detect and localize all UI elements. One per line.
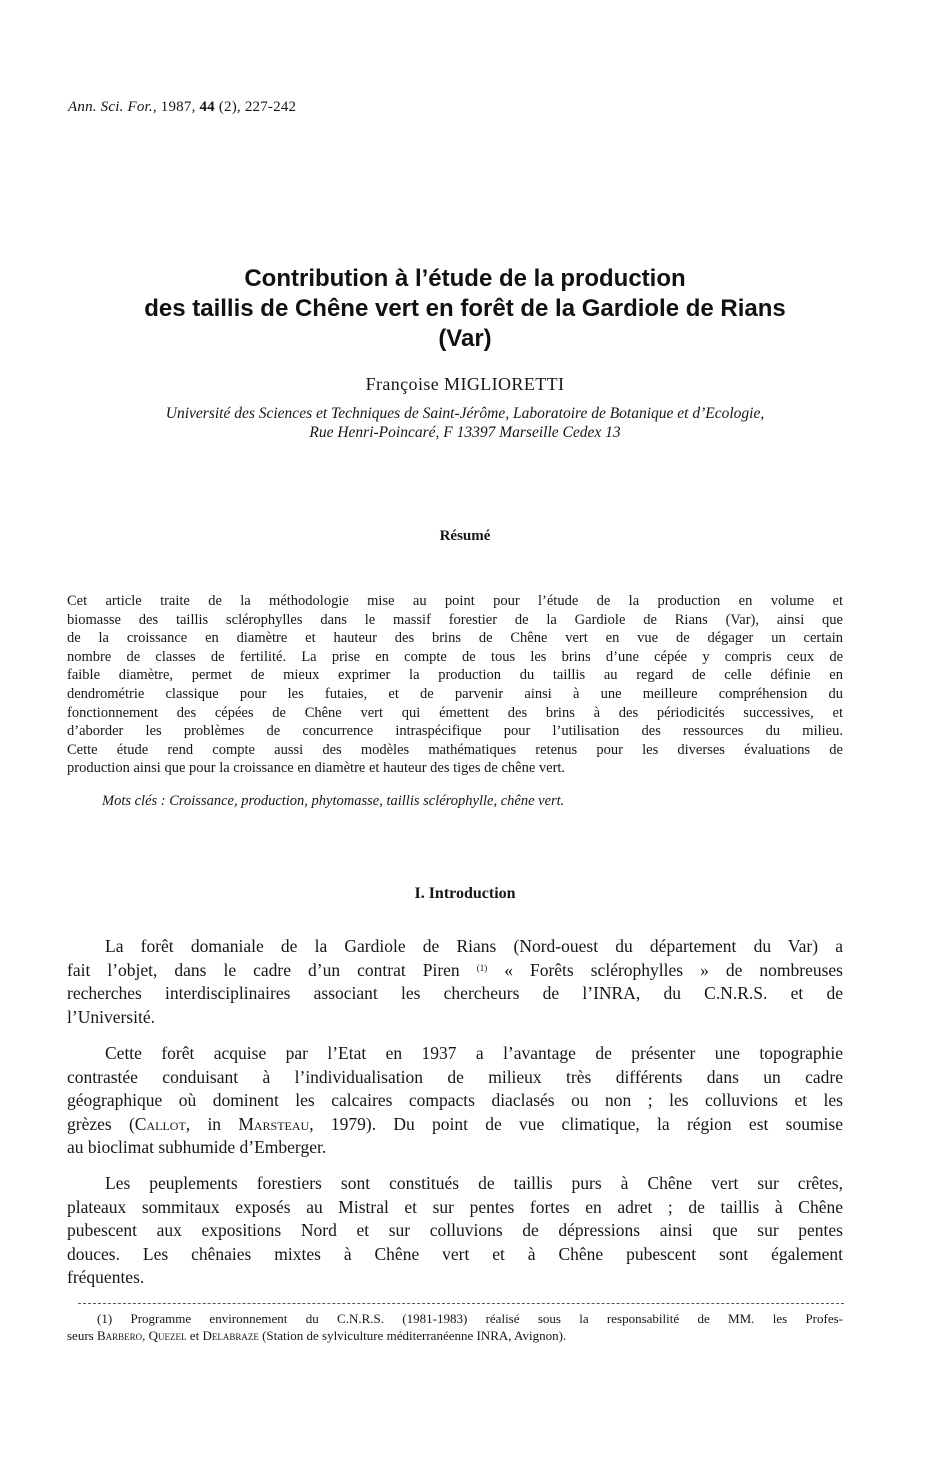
paragraph-line: [67, 1113, 843, 1137]
paragraph-line: douces. Les chênaies mixtes à Chêne vert et à Chêne pubescent sont également: [67, 1243, 843, 1264]
keywords-list: Croissance, production, phytomasse, taillis sclérophylle, chêne vert.: [169, 793, 565, 809]
footnote-line: [67, 1327, 843, 1344]
paragraph-line: l’Université.: [67, 1006, 155, 1027]
paragraph-fragment: fait l’objet, dans le cadre d’un contrat Piren: [67, 959, 460, 980]
footnote-name: Barbero: [96, 1328, 143, 1343]
paragraph-fragment: , in: [185, 1113, 239, 1134]
footnote-fragment: et: [186, 1328, 203, 1343]
paragraph-line: [67, 959, 843, 983]
abstract-line: de la croissance en diamètre et hauteur des brins de Chêne vert en vue de dégager un certain: [67, 630, 843, 647]
paragraph-line: plateaux sommitaux exposés au Mistral et sur pentes fortes en adret ; de taillis à Chêne: [67, 1196, 843, 1217]
title-line: des taillis de Chêne vert en forêt de la Gardiole de Rians: [144, 295, 786, 322]
footnote-name: Quezel: [148, 1328, 187, 1343]
intro-paragraph-2: [67, 1042, 843, 1160]
footnote-line: (1) Programme environnement du C.N.R.S. (1981-1983) réalisé sous la responsabilité de MM. les Profes-: [97, 1311, 843, 1326]
title-line: Contribution à l’étude de la production: [244, 265, 686, 292]
paragraph-fragment: « Forêts sclérophylles » de nombreuses: [504, 959, 843, 980]
footnote-fragment: (Station de sylviculture méditerranéenne INRA, Avignon).: [258, 1328, 567, 1343]
cited-author: Callot: [134, 1113, 186, 1134]
intro-paragraph-1: [67, 935, 843, 1029]
author-affiliation: [60, 404, 870, 442]
abstract-line: production ainsi que pour la croissance en diamètre et hauteur des tiges de chêne vert.: [67, 760, 566, 777]
paragraph-line: fréquentes.: [67, 1267, 145, 1287]
abstract-line: biomasse des taillis sclérophylles dans le massif forestier de la Gardiole de Rians (Var), ainsi que: [67, 611, 843, 628]
journal-pages: (2), 227-242: [218, 99, 297, 115]
footnote-divider: [78, 1303, 844, 1304]
journal-year: 1987,: [160, 99, 196, 115]
paragraph-line: Cette forêt acquise par l’Etat en 1937 a l’avantage de présenter une topographie: [105, 1043, 843, 1063]
footnote-marker: (1): [476, 962, 488, 973]
journal-name: Ann. Sci. For.,: [68, 99, 157, 115]
keywords-label: Mots clés :: [102, 793, 166, 809]
affiliation-line: Université des Sciences et Techniques de Saint-Jérôme, Laboratoire de Botanique et d’Ecologie,: [165, 405, 765, 422]
paragraph-line: au bioclimat subhumide d’Emberger.: [67, 1137, 327, 1157]
paragraph-line: recherches interdisciplinaires associant les chercheurs de l’INRA, du C.N.R.S. et de: [67, 983, 843, 1003]
footnote-name: Delabraze: [202, 1328, 259, 1343]
paragraph-fragment: grèzes (: [67, 1113, 135, 1134]
abstract-line: d’aborder les problèmes de concurrence intraspécifique pour l’utilisation des ressources du milieu.: [67, 723, 843, 740]
footnote-fragment: ,: [142, 1328, 149, 1343]
abstract-line: nombre de classes de fertilité. La prise en compte de tous les brins d’une cépée y compris ceux de: [67, 648, 843, 665]
author-name: Françoise MIGLIORETTI: [365, 374, 565, 394]
paragraph-line: géographique où dominent les calcaires compacts diaclasés ou non ; les colluvions et les: [67, 1090, 843, 1110]
title-line: (Var): [438, 325, 492, 352]
paragraph-fragment: , 1979). Du point de vue climatique, la région est soumise: [309, 1113, 843, 1134]
abstract-line: faible diamètre, permet de mieux exprimer la production du taillis au regard de celle définie en: [67, 667, 843, 684]
abstract-line: Cette étude rend compte aussi des modèles mathématiques retenus pour les diverses évaluations de: [67, 741, 843, 758]
paragraph-line: contrastée conduisant à l’individualisation de milieux très différents dans un cadre: [67, 1066, 843, 1087]
footnote-fragment: seurs: [67, 1328, 97, 1343]
abstract-line: Cet article traite de la méthodologie mise au point pour l’étude de la production en volume et: [67, 593, 843, 609]
paragraph-line: Les peuplements forestiers sont constitués de taillis purs à Chêne vert sur crêtes,: [105, 1173, 843, 1193]
paragraph-line: pubescent aux expositions Nord et sur colluvions de dépressions ainsi que sur pentes: [67, 1220, 843, 1240]
journal-volume: 44: [199, 99, 215, 115]
paragraph-line: La forêt domaniale de la Gardiole de Rians (Nord-ouest du département du Var) a: [105, 936, 843, 956]
abstract-line: dendrométrie classique pour les futaies, et de parvenir ainsi à une meilleure compréhension du: [67, 685, 843, 702]
affiliation-line: Rue Henri-Poincaré, F 13397 Marseille Cedex 13: [309, 424, 621, 441]
intro-paragraph-3: [67, 1172, 843, 1290]
section-heading-introduction: I. Introduction: [414, 885, 516, 902]
journal-citation: [68, 99, 296, 116]
footnote: [67, 1310, 843, 1344]
paper-title: [40, 264, 890, 354]
abstract-line: fonctionnement des cépées de Chêne vert qui émettent des brins à des périodicités successives, et: [67, 704, 843, 721]
abstract-text: [67, 592, 843, 778]
cited-author: Marsteau: [238, 1113, 310, 1134]
abstract-heading: Résumé: [439, 528, 491, 544]
keywords: [102, 793, 564, 810]
